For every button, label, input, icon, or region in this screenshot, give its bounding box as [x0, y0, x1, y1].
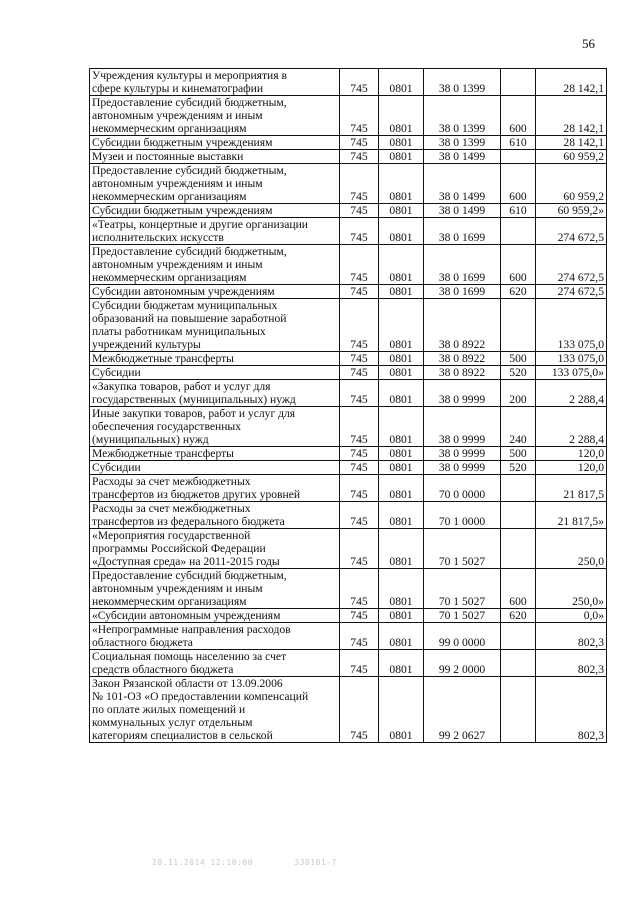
row-name-line: Субсидии бюджетным учреждениям	[92, 136, 273, 149]
row-name	[90, 164, 340, 204]
row-section: 0801	[379, 502, 424, 529]
row-expense-type: 240	[501, 407, 536, 447]
row-article: 70 0 0000	[424, 475, 501, 502]
row-name-line: (муниципальных) нужд	[92, 433, 209, 446]
row-name	[90, 299, 340, 352]
row-name-line: Субсидии	[92, 461, 141, 474]
row-code: 745	[340, 609, 379, 623]
row-expense-type	[501, 150, 536, 164]
row-name	[90, 623, 340, 650]
row-name-line: «Непрограммные направления расходов	[92, 623, 291, 636]
row-sum: 133 075,0»	[536, 366, 607, 380]
stamp-mark	[452, 856, 522, 870]
row-sum: 133 075,0	[536, 352, 607, 366]
row-section: 0801	[379, 461, 424, 475]
row-expense-type: 620	[501, 285, 536, 299]
row-section: 0801	[379, 150, 424, 164]
row-article: 99 0 0000	[424, 623, 501, 650]
row-article: 38 0 9999	[424, 461, 501, 475]
row-expense-type: 520	[501, 366, 536, 380]
row-name	[90, 218, 340, 245]
row-article: 38 0 1699	[424, 218, 501, 245]
row-sum: 21 817,5	[536, 475, 607, 502]
row-sum: 28 142,1	[536, 96, 607, 136]
row-article: 38 0 8922	[424, 366, 501, 380]
row-code: 745	[340, 366, 379, 380]
row-sum: 60 959,2»	[536, 204, 607, 218]
row-name-line: учреждений культуры	[92, 338, 201, 351]
row-name-line: категориям специалистов в сельской	[92, 729, 273, 742]
row-expense-type	[501, 218, 536, 245]
row-code: 745	[340, 623, 379, 650]
row-name-line: некоммерческим организациям	[92, 271, 247, 284]
row-article: 38 0 1499	[424, 204, 501, 218]
row-code: 745	[340, 299, 379, 352]
row-section: 0801	[379, 650, 424, 677]
row-code: 745	[340, 650, 379, 677]
row-section: 0801	[379, 164, 424, 204]
table-row	[90, 650, 607, 677]
row-name	[90, 285, 340, 299]
row-name-line: Музеи и постоянные выставки	[92, 150, 244, 163]
row-sum: 274 672,5	[536, 245, 607, 285]
row-expense-type: 600	[501, 569, 536, 609]
row-name	[90, 677, 340, 743]
row-expense-type	[501, 529, 536, 569]
row-name-line: Расходы за счет межбюджетных	[92, 475, 251, 488]
table-row	[90, 502, 607, 529]
row-name	[90, 245, 340, 285]
row-name	[90, 447, 340, 461]
row-name-line: Учреждения культуры и мероприятия в	[92, 69, 287, 82]
row-name-line: Субсидии автономным учреждениям	[92, 285, 275, 298]
row-sum: 2 288,4	[536, 380, 607, 407]
row-name-line: Субсидии бюджетным учреждениям	[92, 204, 273, 217]
row-expense-type: 600	[501, 96, 536, 136]
row-sum: 802,3	[536, 677, 607, 743]
row-sum: 28 142,1	[536, 136, 607, 150]
row-article: 38 0 1499	[424, 150, 501, 164]
row-expense-type: 620	[501, 609, 536, 623]
row-sum: 120,0	[536, 447, 607, 461]
row-expense-type	[501, 475, 536, 502]
row-name-line: по оплате жилых помещений и	[92, 703, 246, 716]
row-expense-type: 610	[501, 136, 536, 150]
row-code: 745	[340, 352, 379, 366]
row-article: 38 0 1699	[424, 245, 501, 285]
row-section: 0801	[379, 380, 424, 407]
table-row	[90, 96, 607, 136]
table-row	[90, 352, 607, 366]
row-sum: 802,3	[536, 623, 607, 650]
row-name-line: «Мероприятия государственной	[92, 529, 251, 542]
row-section: 0801	[379, 677, 424, 743]
row-section: 0801	[379, 447, 424, 461]
row-code: 745	[340, 150, 379, 164]
table-row	[90, 204, 607, 218]
row-expense-type: 500	[501, 447, 536, 461]
row-article: 38 0 1499	[424, 164, 501, 204]
row-code: 745	[340, 245, 379, 285]
row-expense-type	[501, 69, 536, 96]
row-section: 0801	[379, 407, 424, 447]
table-row	[90, 475, 607, 502]
row-code: 745	[340, 569, 379, 609]
row-name	[90, 150, 340, 164]
row-sum: 60 959,2	[536, 150, 607, 164]
row-article: 38 0 8922	[424, 352, 501, 366]
row-name-line: областного бюджета	[92, 636, 193, 649]
row-name	[90, 650, 340, 677]
row-section: 0801	[379, 609, 424, 623]
row-sum: 120,0	[536, 461, 607, 475]
row-name-line: Предоставление субсидий бюджетным,	[92, 245, 287, 258]
row-code: 745	[340, 69, 379, 96]
row-name-line: исполнительских искусств	[92, 231, 224, 244]
row-name-line: «Субсидии автономным учреждениям	[92, 609, 281, 622]
row-expense-type: 200	[501, 380, 536, 407]
row-name	[90, 461, 340, 475]
row-code: 745	[340, 204, 379, 218]
row-expense-type	[501, 502, 536, 529]
row-name-line: некоммерческим организациям	[92, 122, 247, 135]
table-row	[90, 677, 607, 743]
row-sum: 133 075,0	[536, 299, 607, 352]
budget-table-body	[90, 69, 607, 743]
row-article: 38 0 9999	[424, 407, 501, 447]
row-name	[90, 96, 340, 136]
row-name-line: автономным учреждениям и иным	[92, 109, 263, 122]
row-section: 0801	[379, 569, 424, 609]
table-row	[90, 461, 607, 475]
row-section: 0801	[379, 352, 424, 366]
row-name	[90, 380, 340, 407]
row-section: 0801	[379, 623, 424, 650]
row-name-line: «Закупка товаров, работ и услуг для	[92, 380, 271, 393]
row-name-line: государственных (муниципальных) нужд	[92, 393, 296, 406]
row-expense-type: 600	[501, 245, 536, 285]
row-name-line: трансфертов из бюджетов других уровней	[92, 488, 301, 501]
row-name-line: «Доступная среда» на 2011-2015 годы	[92, 555, 280, 568]
row-name-line: Расходы за счет межбюджетных	[92, 502, 251, 515]
row-section: 0801	[379, 245, 424, 285]
row-name-line: Социальная помощь населению за счет	[92, 650, 287, 663]
row-code: 745	[340, 285, 379, 299]
row-name-line: Закон Рязанской области от 13.09.2006	[92, 677, 283, 690]
row-name-line: образований на повышение заработной	[92, 312, 287, 325]
row-section: 0801	[379, 475, 424, 502]
row-article: 38 0 1399	[424, 69, 501, 96]
row-sum: 60 959,2	[536, 164, 607, 204]
row-expense-type: 500	[501, 352, 536, 366]
row-name-line: программы Российской Федерации	[92, 542, 266, 555]
row-article: 70 1 5027	[424, 569, 501, 609]
table-row	[90, 623, 607, 650]
row-section: 0801	[379, 96, 424, 136]
row-code: 745	[340, 475, 379, 502]
row-expense-type	[501, 650, 536, 677]
row-code: 745	[340, 218, 379, 245]
row-name-line: Предоставление субсидий бюджетным,	[92, 164, 287, 177]
row-name	[90, 529, 340, 569]
row-expense-type	[501, 299, 536, 352]
row-code: 745	[340, 447, 379, 461]
row-name	[90, 352, 340, 366]
row-name	[90, 502, 340, 529]
row-name	[90, 475, 340, 502]
row-name	[90, 136, 340, 150]
row-code: 745	[340, 502, 379, 529]
row-article: 38 0 9999	[424, 380, 501, 407]
row-name	[90, 569, 340, 609]
row-name-line: трансфертов из федерального бюджета	[92, 515, 285, 528]
row-section: 0801	[379, 69, 424, 96]
table-row	[90, 447, 607, 461]
row-name-line: «Театры, концертные и другие организации	[92, 218, 308, 231]
table-row	[90, 380, 607, 407]
row-name-line: Межбюджетные трансферты	[92, 352, 234, 365]
row-sum: 2 288,4	[536, 407, 607, 447]
row-name-line: автономным учреждениям и иным	[92, 582, 263, 595]
table-row	[90, 245, 607, 285]
row-name-line: № 101-ОЗ «О предоставлении компенсаций	[92, 690, 309, 703]
row-section: 0801	[379, 218, 424, 245]
table-row	[90, 69, 607, 96]
row-section: 0801	[379, 529, 424, 569]
row-code: 745	[340, 380, 379, 407]
row-article: 70 1 5027	[424, 529, 501, 569]
table-row	[90, 136, 607, 150]
row-expense-type: 610	[501, 204, 536, 218]
budget-table	[89, 68, 607, 743]
row-expense-type: 600	[501, 164, 536, 204]
row-code: 745	[340, 136, 379, 150]
row-section: 0801	[379, 285, 424, 299]
table-row	[90, 609, 607, 623]
row-name	[90, 204, 340, 218]
row-code: 745	[340, 529, 379, 569]
row-article: 99 2 0627	[424, 677, 501, 743]
row-code: 745	[340, 677, 379, 743]
table-row	[90, 569, 607, 609]
row-article: 70 1 0000	[424, 502, 501, 529]
row-sum: 0,0»	[536, 609, 607, 623]
row-sum: 21 817,5»	[536, 502, 607, 529]
row-name-line: платы работникам муниципальных	[92, 325, 266, 338]
row-article: 38 0 9999	[424, 447, 501, 461]
row-article: 38 0 1399	[424, 136, 501, 150]
row-article: 70 1 5027	[424, 609, 501, 623]
row-name-line: Субсидии бюджетам муниципальных	[92, 299, 278, 312]
row-article: 38 0 1699	[424, 285, 501, 299]
table-row	[90, 407, 607, 447]
row-name-line: автономным учреждениям и иным	[92, 177, 263, 190]
row-name-line: Предоставление субсидий бюджетным,	[92, 569, 287, 582]
row-name-line: Субсидии	[92, 366, 141, 379]
row-name	[90, 609, 340, 623]
row-name-line: некоммерческим организациям	[92, 190, 247, 203]
table-row	[90, 529, 607, 569]
row-code: 745	[340, 461, 379, 475]
row-name-line: сфере культуры и кинематографии	[92, 82, 264, 95]
row-name	[90, 69, 340, 96]
footer-timestamp: 28.11.2014 12:10:00	[152, 858, 254, 867]
row-name-line: средств областного бюджета	[92, 663, 234, 676]
row-section: 0801	[379, 299, 424, 352]
footer-doc-id: 330101-7	[294, 858, 337, 867]
footer-stamp	[152, 858, 373, 867]
table-row	[90, 285, 607, 299]
row-code: 745	[340, 96, 379, 136]
row-expense-type	[501, 677, 536, 743]
row-sum: 250,0»	[536, 569, 607, 609]
table-row	[90, 218, 607, 245]
row-sum: 274 672,5	[536, 285, 607, 299]
row-sum: 274 672,5	[536, 218, 607, 245]
row-name-line: коммунальных услуг отдельным	[92, 716, 253, 729]
table-row	[90, 299, 607, 352]
row-name	[90, 366, 340, 380]
row-name-line: Иные закупки товаров, работ и услуг для	[92, 407, 296, 420]
table-row	[90, 150, 607, 164]
row-sum: 250,0	[536, 529, 607, 569]
row-expense-type: 520	[501, 461, 536, 475]
row-article: 99 2 0000	[424, 650, 501, 677]
row-code: 745	[340, 407, 379, 447]
row-name-line: Межбюджетные трансферты	[92, 447, 234, 460]
row-name-line: автономным учреждениям и иным	[92, 258, 263, 271]
row-name	[90, 407, 340, 447]
row-section: 0801	[379, 366, 424, 380]
row-name-line: Предоставление субсидий бюджетным,	[92, 96, 287, 109]
row-name-line: обеспечения государственных	[92, 420, 242, 433]
row-article: 38 0 1399	[424, 96, 501, 136]
page-number: 56	[582, 36, 595, 51]
row-expense-type	[501, 623, 536, 650]
table-row	[90, 366, 607, 380]
table-row	[90, 164, 607, 204]
row-article: 38 0 8922	[424, 299, 501, 352]
row-section: 0801	[379, 204, 424, 218]
row-sum: 28 142,1	[536, 69, 607, 96]
row-code: 745	[340, 164, 379, 204]
row-section: 0801	[379, 136, 424, 150]
row-sum: 802,3	[536, 650, 607, 677]
row-name-line: некоммерческим организациям	[92, 595, 247, 608]
